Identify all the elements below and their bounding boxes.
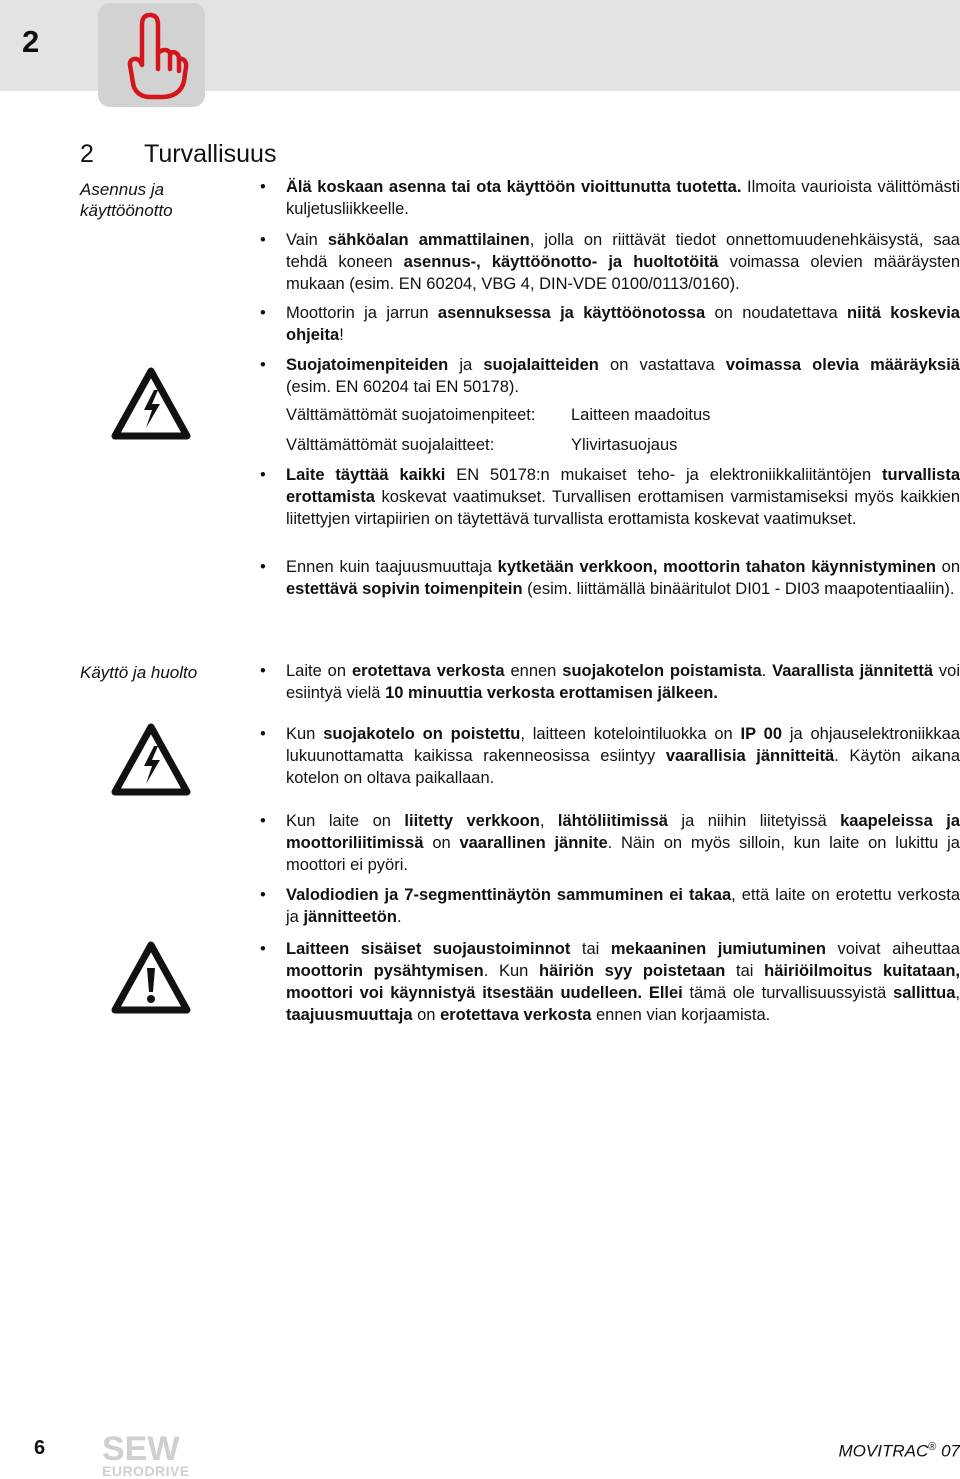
product-name (839, 1441, 960, 1462)
body-text: . Käytön aikana kotelon on oltava paikallaan. (286, 747, 960, 787)
electrical-hazard-icon (110, 366, 192, 442)
product-title: MOVITRAC (838, 1441, 929, 1461)
bold-text: niitä koskevia ohjeita (286, 304, 960, 344)
label-operation: Käyttö ja huolto (80, 663, 198, 682)
body-text: , (955, 984, 960, 1002)
bold-text: taajuusmuuttaja (286, 1006, 413, 1024)
body-text: Moottorin ja jarrun (286, 304, 438, 322)
bold-text: lähtöliitimissä (557, 812, 668, 830)
body-text: ennen (504, 662, 563, 680)
list-item: • Laite täyttää kaikki EN 50178:n mukaiset teho- ja elektroniikkaliitäntöjen turvallista erottamista koskevat vaatimukset. Turvallisen erottamisen varmistamiseksi myös kaikkien liitettyjen virtapiirien on täytettävä turvallista erottamista koskevat vaatimukset. (260, 466, 960, 528)
bold-text: Laite täyttää kaikki (286, 466, 446, 484)
bold-text: Vaarallista jännitettä (772, 662, 933, 680)
body-text: . (761, 662, 773, 680)
body-text: on vastattava (598, 356, 726, 374)
bold-text: mekaaninen jumiutuminen (610, 940, 826, 958)
body-text: voi esiintyä vielä (286, 662, 960, 702)
requirement-key: Välttämättömät suojatoimenpiteet: (286, 406, 536, 424)
bold-text: kytketään verkkoon, moottorin tahaton käynnistyminen (497, 558, 936, 576)
bold-text: kaapeleissa ja moottoriliitimissä (286, 812, 960, 852)
bold-text: Laitteen sisäiset suojaustoiminnot (286, 940, 571, 958)
list-item: • Kun laite on liitetty verkkoon, lähtöliitimissä ja niihin liitetyissä kaapeleissa ja moottoriliitimissä on vaarallinen jännite. Näin on myös silloin, kun laite on lukittu ja moottori ei pyöri. (260, 812, 960, 874)
body-text: Laite on (286, 662, 352, 680)
bold-text: suojalaitteiden (483, 356, 599, 374)
body-text: tai (570, 940, 611, 958)
body-text: , laitteen kotelointiluokka on (520, 725, 741, 743)
bold-text: suojakotelon poistamista (562, 662, 762, 680)
pointing-hand-icon (112, 9, 192, 101)
body-text: . Näin on myös silloin, kun laite on lukittu ja moottori ei pyöri. (286, 834, 960, 874)
bold-text: asennuksessa ja käyttöönotossa (437, 304, 706, 322)
body-text: voimassa olevien määräysten mukaan (esim. EN 60204, VBG 4, DIN-VDE 0100/0113/0160). (286, 253, 960, 293)
bold-text: sallittua (893, 984, 956, 1002)
body-text: ja ohjauselektroniikkaa lukuunottamatta kaikissa rakenneosissa esiintyy (286, 725, 960, 765)
bold-text: moottorin pysähtymisen (286, 962, 484, 980)
section-heading (80, 140, 276, 169)
list-item: • Suojatoimenpiteiden ja suojalaitteiden on vastattava voimassa olevia määräyksiä (esim. EN 60204 tai EN 50178). (260, 356, 960, 396)
bold-text: estettävä sopivin toimenpitein (286, 580, 523, 598)
page-number: 6 (34, 1437, 46, 1459)
bold-text: erotettava verkosta (351, 662, 505, 680)
body-text: , (539, 812, 558, 830)
general-warning-icon (110, 940, 192, 1016)
body-text: . Kun (483, 962, 539, 980)
body-text: Ilmoita vaurioista välittömästi kuljetusliikkeelle. (286, 178, 960, 218)
list-item: • Valodiodien ja 7-segmenttinäytön sammuminen ei takaa, että laite on erotettu verkosta ja jännitteetön. (260, 886, 960, 926)
bold-text: voimassa olevia määräyksiä (725, 356, 960, 374)
body-text: EN 50178:n mukaiset teho- ja elektroniikkaliitäntöjen (445, 466, 883, 484)
body-text: voivat aiheuttaa (825, 940, 960, 958)
body-text: . (396, 908, 402, 926)
body-text: (esim. liittämällä binääritulot DI01 - DI03 maapotentiaaliin). (522, 580, 955, 598)
section-number: 2 (80, 140, 94, 168)
product-edition: 07 (941, 1441, 960, 1461)
body-text: , jolla on riittävät tiedot onnettomuudenehkäisystä, saa tehdä koneen (286, 231, 960, 271)
bold-text: erotettava verkosta (440, 1006, 592, 1024)
body-text: Ennen kuin taajuusmuuttaja (286, 558, 498, 576)
body-text: ennen vian korjaamista. (591, 1006, 771, 1024)
list-item: • Moottorin ja jarrun asennuksessa ja käyttöönotossa on noudatettava niitä koskevia ohjeita! (260, 304, 960, 344)
registered-mark: ® (928, 1441, 937, 1453)
section-title: Turvallisuus (144, 140, 277, 168)
bold-text: suojakotelo on poistettu (323, 725, 521, 743)
list-item: • Laite on erotettava verkosta ennen suojakotelon poistamista. Vaarallista jännitettä voi esiintyä vielä 10 minuuttia verkosta erottamisen jälkeen. (260, 662, 960, 702)
bold-text: jännitteetön (303, 908, 397, 926)
requirement-key: Välttämättömät suojalaitteet: (286, 436, 495, 454)
body-text: ! (339, 326, 344, 344)
body-text: Vain (286, 231, 328, 249)
bold-text: sähköalan ammattilainen (327, 231, 530, 249)
body-text: koskevat vaatimukset. Turvallisen erottamisen varmistamiseksi myös kaikkien liitettyjen virtapiirien on täytettävä turvallista erottamista koskevat vaatimukset. (286, 488, 960, 528)
body-text: tai (725, 962, 765, 980)
bold-text: Ellei (648, 984, 683, 1002)
list-item: • Ennen kuin taajuusmuuttaja kytketään verkkoon, moottorin tahaton käynnistyminen on estettävä sopivin toimenpitein (esim. liittämällä binääritulot DI01 - DI03 maapotentiaaliin). (260, 558, 960, 598)
body-text: (esim. EN 60204 tai EN 50178). (286, 378, 519, 396)
logo-text-top: SEW (102, 1430, 180, 1468)
bold-text: IP 00 (740, 725, 783, 743)
list-item: • Älä koskaan asenna tai ota käyttöön vioittunutta tuotetta. Ilmoita vaurioista välittömästi kuljetusliikkeelle. (260, 178, 960, 218)
body-text: Kun (286, 725, 324, 743)
bold-text: turvallista erottamista (286, 466, 960, 506)
body-text: ja (448, 356, 484, 374)
label-installation: Asennus ja käyttöönotto (80, 180, 173, 220)
list-item: • Kun suojakotelo on poistettu, laitteen kotelointiluokka on IP 00 ja ohjauselektroniikkaa lukuunottamatta kaikissa rakenneosissa esiintyy vaarallisia jännitteitä. Käytön aikana kotelon on oltava paikallaan. (260, 725, 960, 787)
requirement-value: Laitteen maadoitus (571, 406, 711, 424)
body-text (642, 984, 649, 1002)
body-text: , että laite on erotettu verkosta ja (286, 886, 960, 926)
body-text: on (412, 1006, 441, 1024)
bold-text: asennus-, käyttöönotto- ja huoltotöitä (403, 253, 719, 271)
requirement-row (286, 434, 677, 456)
body-text: Kun laite on (286, 812, 405, 830)
bold-text: Älä koskaan asenna tai ota käyttöön vioittunutta tuotetta. (286, 178, 742, 196)
body-text: on noudatettava (705, 304, 847, 322)
chapter-number: 2 (22, 24, 40, 59)
requirement-value: Ylivirtasuojaus (571, 436, 678, 454)
sew-eurodrive-logo (100, 1430, 210, 1478)
requirement-row (286, 404, 710, 426)
list-item: • Vain sähköalan ammattilainen, jolla on riittävät tiedot onnettomuudenehkäisystä, saa tehdä koneen asennus-, käyttöönotto- ja huoltotöitä voimassa olevien määräysten mukaan (esim. EN 60204, VBG 4, DIN-VDE 0100/0113/0160). (260, 231, 960, 293)
bold-text: Suojatoimenpiteiden (286, 356, 449, 374)
body-text: on (935, 558, 960, 576)
body-text: ja niihin liitetyissä (667, 812, 841, 830)
bold-text: vaarallisia jännitteitä (665, 747, 835, 765)
bold-text: liitetty verkkoon (404, 812, 540, 830)
electrical-hazard-icon (110, 722, 192, 798)
bold-text: Valodiodien ja 7-segmenttinäytön sammuminen ei takaa (286, 886, 732, 904)
hand-icon-box (98, 3, 205, 107)
bold-text: häiriöilmoitus kuitataan, moottori voi käynnistyä itsestään uudelleen. (286, 962, 960, 1002)
body-text: on (423, 834, 460, 852)
logo-text-bottom: EURODRIVE (102, 1463, 190, 1478)
list-item: • Laitteen sisäiset suojaustoiminnot tai mekaaninen jumiutuminen voivat aiheuttaa moottorin pysähtymisen. Kun häiriön syy poistetaan tai häiriöilmoitus kuitataan, moottori voi käynnistyä itsestään uudelleen. Ellei tämä ole turvallisuussyistä sallittua, taajuusmuuttaja on erotettava verkosta ennen vian korjaamista. (260, 940, 960, 1024)
body-text: tämä ole turvallisuussyistä (682, 984, 894, 1002)
bold-text: vaarallinen jännite (459, 834, 608, 852)
bold-text: häiriön syy poistetaan (538, 962, 726, 980)
bold-text: 10 minuuttia verkosta erottamisen jälkeen. (385, 684, 718, 702)
